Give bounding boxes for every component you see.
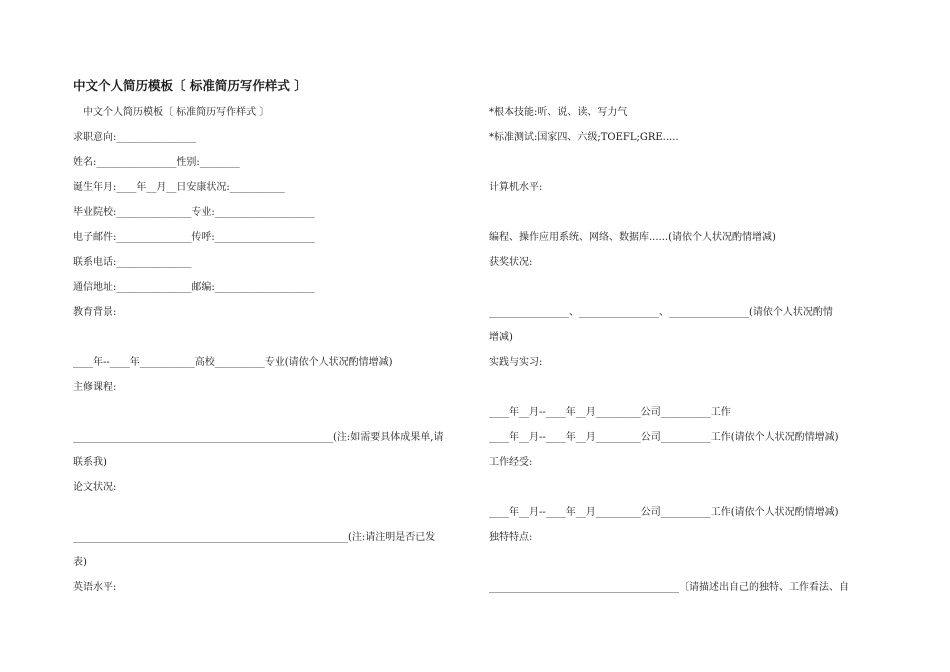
spacer-line [489, 550, 889, 575]
courses-heading: 主修课程: [73, 382, 117, 393]
birth-health-line: 诞生年月:____年__月__日安康状况:___________ [73, 182, 285, 193]
address-postcode-line: 通信地址:_______________邮编:____________________ [73, 282, 315, 293]
phone-line: 联系电话:_______________ [73, 257, 192, 268]
thesis-heading: 论文状况: [73, 482, 117, 493]
internship-heading: 实践与实习: [489, 357, 543, 368]
subtitle-line: 中文个人简历模板〔 标准简历写作样式 〕 [83, 107, 270, 118]
awards-entry: ________________、________________、________________(请依个人状况酌情 [489, 307, 833, 318]
spacer-line [73, 500, 473, 525]
education-entry: ____年--____年___________高校__________专业(请依个人状况酌情增减) [73, 357, 393, 368]
courses-entry: ____________________________________________________(注:如需要具体成果单,请 [73, 432, 444, 443]
courses-entry-cont: 联系我) [73, 457, 107, 468]
spacer-line [73, 400, 473, 425]
email-pager-line: 电子邮件:_______________传呼:____________________ [73, 232, 315, 243]
spacer-line [489, 150, 889, 175]
thesis-entry: _______________________________________________________(注:请注明是否已发 [73, 532, 436, 543]
work-entry: ____年__月--____年__月_________公司__________工作(请依个人状况酌情增减) [489, 507, 839, 518]
awards-heading: 获奖状况: [489, 257, 533, 268]
spacer-line [489, 275, 889, 300]
left-column [73, 100, 473, 600]
job-intention-line: 求职意向:________________ [73, 132, 197, 143]
computer-heading: 计算机水平: [489, 182, 543, 193]
document-title: 中文个人简历模板〔 标准简历写作样式 〕 [73, 78, 307, 93]
spacer-line [73, 325, 473, 350]
traits-entry: ______________________________________〔请描述出自己的独特、工作看法、自 [489, 582, 849, 593]
education-heading: 教育背景: [73, 307, 117, 318]
name-gender-line: 姓名:________________性别:________ [73, 157, 240, 168]
spacer-line [489, 200, 889, 225]
english-heading: 英语水平: [73, 582, 117, 593]
spacer-line [489, 475, 889, 500]
spacer-line [489, 375, 889, 400]
right-column [489, 100, 889, 600]
standard-tests-line: *标准测试:国家四、六级;TOEFL;GRE..... [489, 132, 679, 143]
traits-heading: 独特特点: [489, 532, 533, 543]
work-heading: 工作经受: [489, 457, 533, 468]
computer-entry: 编程、操作应用系统、网络、数据库......(请依个人状况酌情增减) [489, 232, 776, 243]
internship-entry-2: ____年__月--____年__月_________公司__________工作(请依个人状况酌情增减) [489, 432, 839, 443]
thesis-entry-cont: 表) [73, 557, 87, 568]
internship-entry-1: ____年__月--____年__月_________公司__________工作 [489, 407, 731, 418]
school-major-line: 毕业院校:_______________专业:____________________ [73, 207, 315, 218]
basic-skills-line: *根本技能:听、说、读、写力气 [489, 107, 628, 118]
awards-entry-cont: 增减) [489, 332, 513, 343]
